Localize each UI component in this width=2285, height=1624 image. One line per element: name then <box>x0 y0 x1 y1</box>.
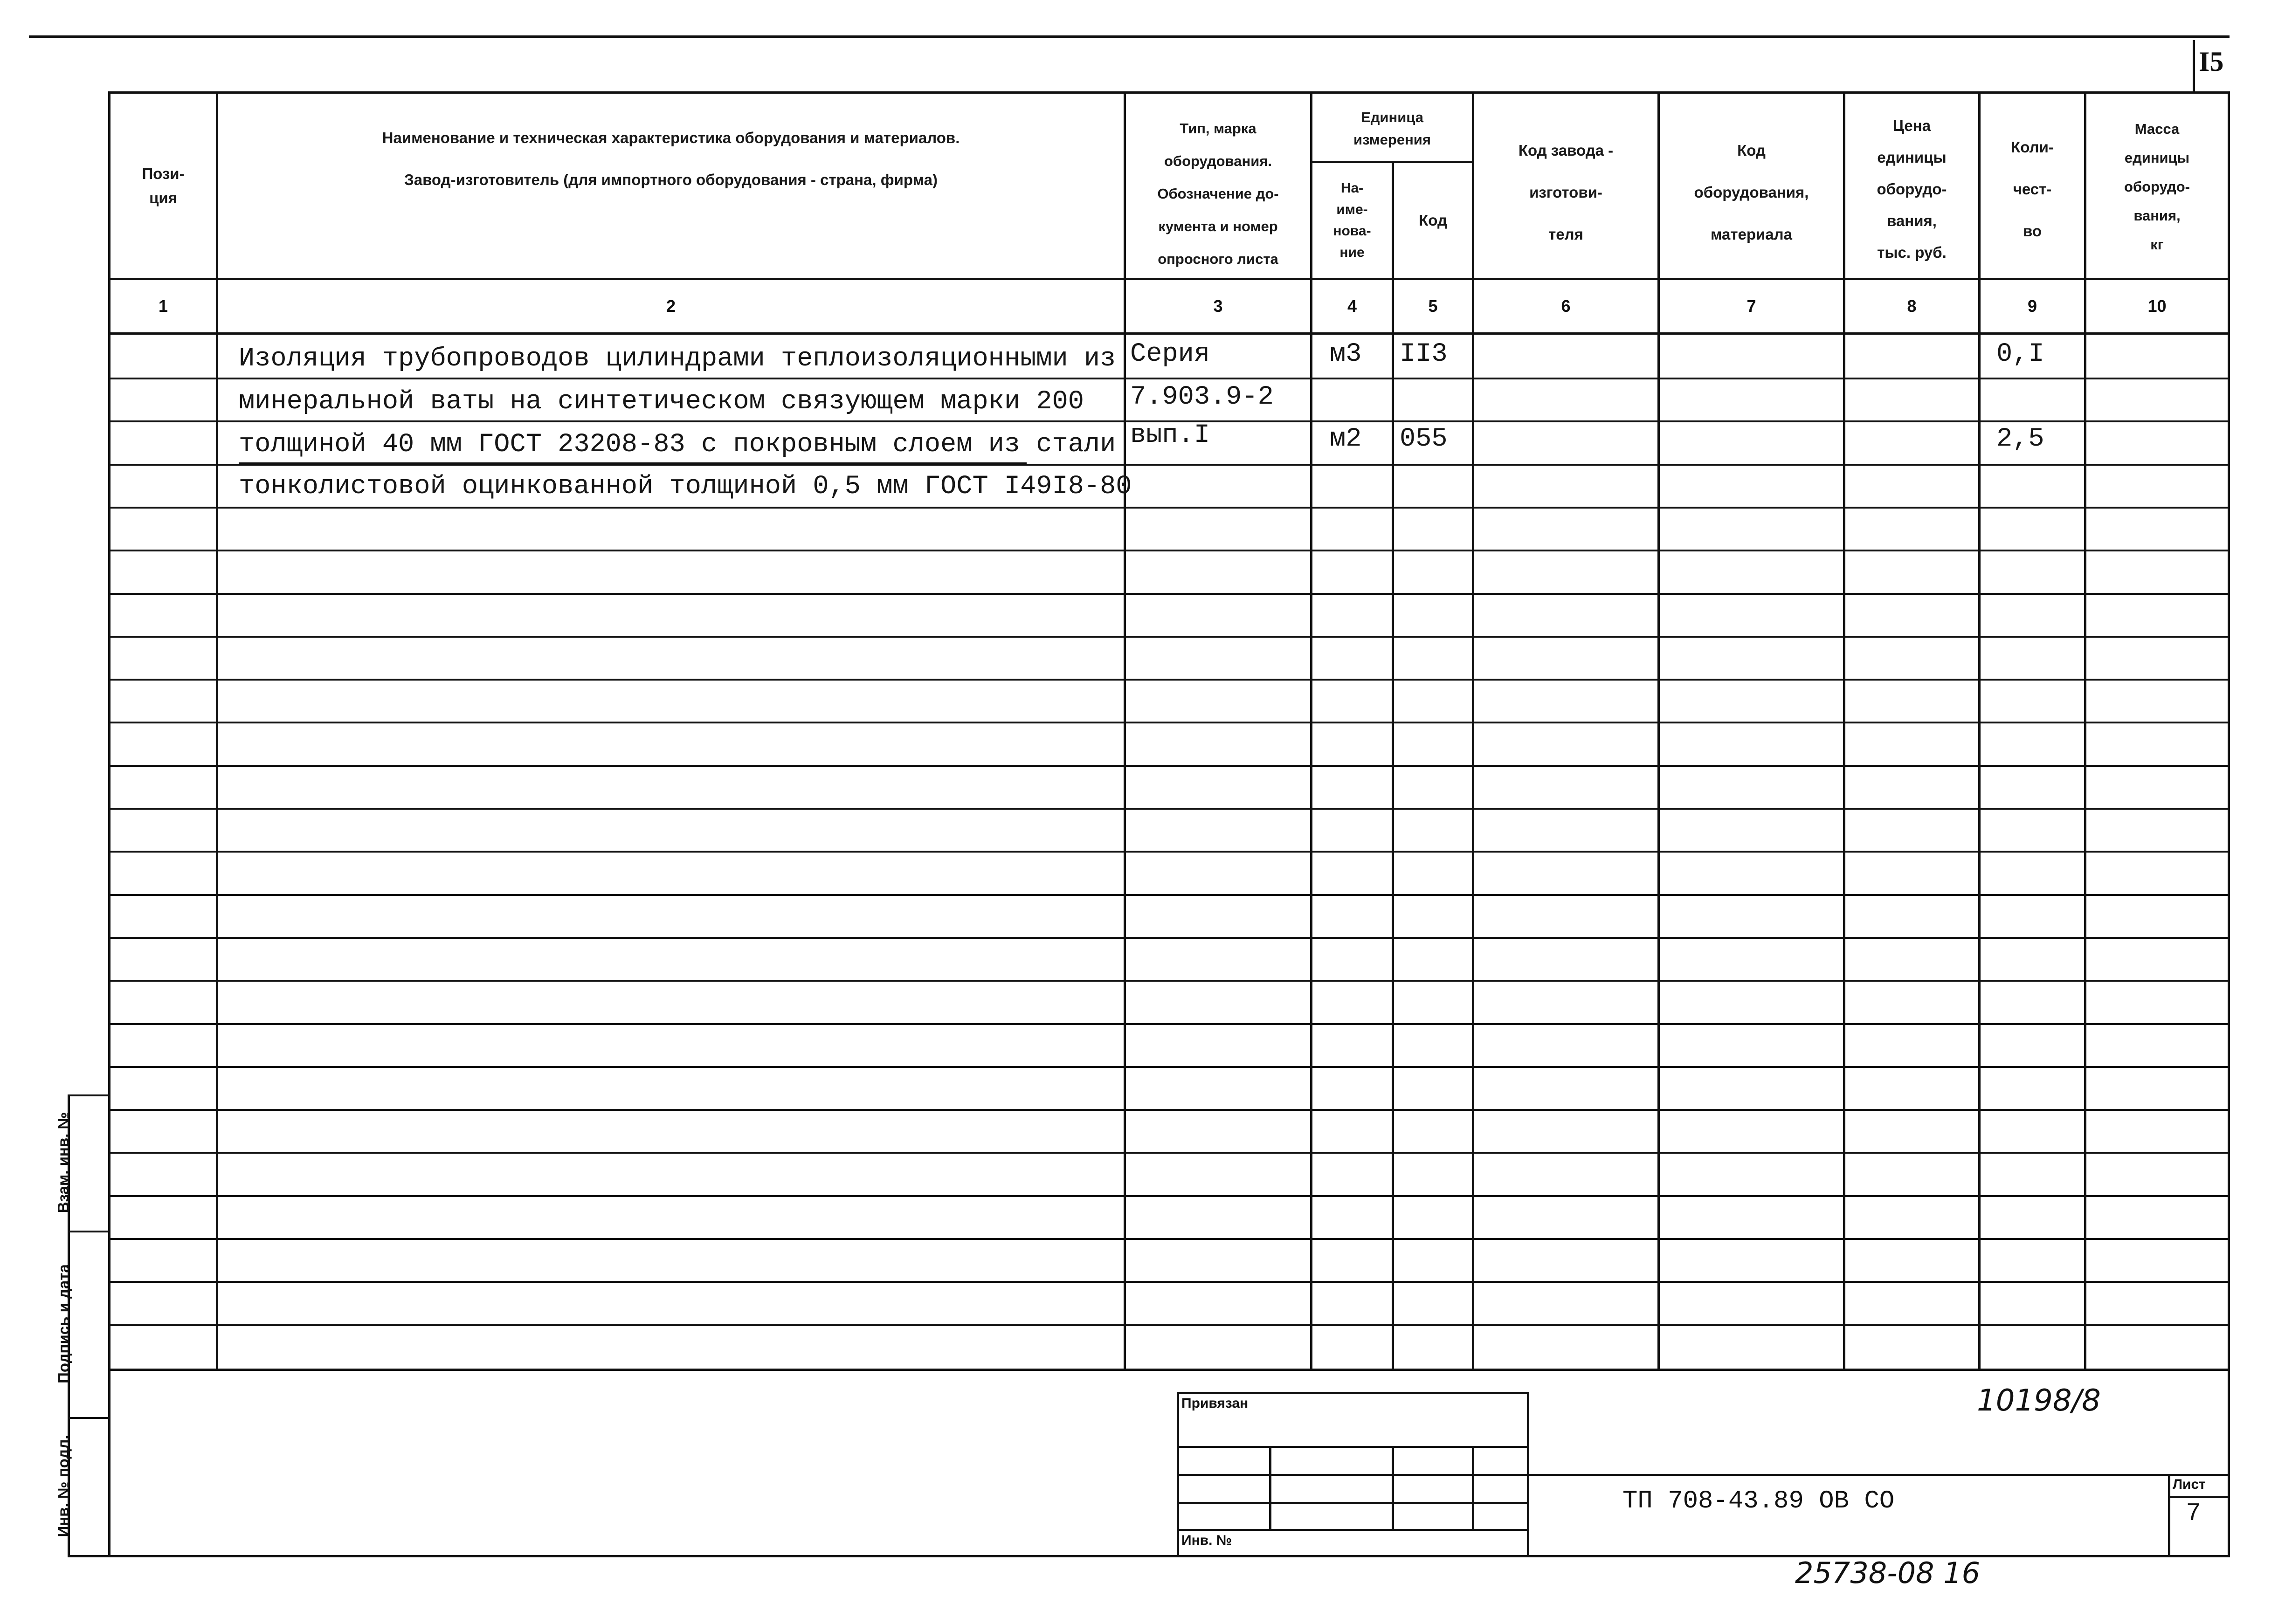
tb-top <box>1177 1392 1529 1394</box>
table-row-rule <box>108 1324 2228 1326</box>
tb-col3 <box>1472 1446 1474 1530</box>
linked-label: Привязан <box>1181 1396 1249 1411</box>
row-1-code: II3 <box>1400 339 1448 369</box>
column-number: 5 <box>1428 296 1438 316</box>
header-name: Наименование и техническая характеристика оборудования и материалов. Завод-изготовитель (для импортного оборудования - страна, фирма) <box>382 129 960 188</box>
table-row-rule <box>108 507 2228 509</box>
row-3-name: толщиной 40 мм ГОСТ 23208-83 с покровным слоем из стали <box>239 430 1116 460</box>
header-unit-code: Код <box>1419 212 1447 229</box>
column-number: 6 <box>1561 296 1571 316</box>
row-1-type: Серия <box>1130 339 1210 369</box>
side-strip-div2 <box>68 1417 110 1419</box>
table-row-rule <box>108 765 2228 767</box>
row-4-name: тонколистовой оцинкованной толщиной 0,5 мм ГОСТ I49I8-80 <box>239 472 1132 502</box>
row-1-name: Изоляция трубопроводов цилиндрами теплоизоляционными из <box>239 344 1116 374</box>
row-1-unit: м3 <box>1330 339 1362 369</box>
side-label-inv-original: Инв. № подл. <box>55 1435 72 1537</box>
tb-row4 <box>1177 1529 1529 1531</box>
row-1-quantity: 0,I <box>1996 339 2044 369</box>
tb-col1 <box>1269 1446 1271 1530</box>
frame-right <box>2228 91 2230 1556</box>
column-number: 1 <box>158 296 168 316</box>
table-row-rule <box>108 1023 2228 1025</box>
column-number: 9 <box>2027 296 2037 316</box>
table-row-rule <box>108 636 2228 638</box>
column-number: 4 <box>1347 296 1357 316</box>
table-row-rule <box>108 851 2228 853</box>
table-row-rule <box>108 808 2228 810</box>
table-row-rule <box>108 593 2228 595</box>
header-position: Пози- ция <box>142 165 185 206</box>
row-3-quantity: 2,5 <box>1996 424 2044 454</box>
table-row-rule <box>108 1066 2228 1068</box>
column-number: 7 <box>1747 296 1756 316</box>
table-row-rule <box>108 722 2228 723</box>
document-code: ТП 708-43.89 ОВ СО <box>1622 1487 1895 1515</box>
handwritten-number: 10198/8 <box>1977 1383 2101 1418</box>
header-mass: Масса единицы оборудо- вания, кг <box>2124 121 2190 253</box>
tb-doc-rule <box>1527 1474 2228 1476</box>
row-2-name: минеральной ваты на синтетическом связующем марки 200 <box>239 387 1084 417</box>
table-row-rule <box>108 378 2228 379</box>
table-row-rule <box>108 679 2228 681</box>
table-row-rule <box>108 1281 2228 1283</box>
colnum-rule <box>108 332 2228 335</box>
page-box-left <box>2193 40 2195 91</box>
table-row-rule <box>108 937 2228 939</box>
side-strip-div1 <box>68 1231 110 1232</box>
table-row-rule <box>108 1238 2228 1240</box>
table-row-rule <box>108 1109 2228 1111</box>
header-unit-group: Единица измерения <box>1353 109 1431 148</box>
row-3-code: 055 <box>1400 424 1448 454</box>
side-strip-top <box>68 1094 110 1096</box>
table-row-rule <box>108 550 2228 551</box>
column-number: 2 <box>666 296 676 316</box>
bottom-stamp: 25738-08 16 <box>1795 1556 1981 1590</box>
table-row-rule <box>108 894 2228 896</box>
header-unit-name: На- име- нова- ние <box>1333 180 1371 260</box>
header-type: Тип, марка оборудования. Обозначение до- кумента и номер опросного листа <box>1157 120 1279 267</box>
header-equipment-code: Код оборудования, материала <box>1694 142 1809 243</box>
header-price: Цена единицы оборудо- вания, тыс. руб. <box>1877 117 1947 261</box>
sheet-label: Лист <box>2173 1477 2206 1492</box>
tb-row3 <box>1177 1502 1529 1504</box>
inv-label: Инв. № <box>1181 1533 1232 1548</box>
row-2-type: 7.903.9-2 <box>1130 382 1274 412</box>
table-row-rule <box>108 1152 2228 1154</box>
row-3-underline <box>239 462 1027 464</box>
tb-row1 <box>1177 1446 1529 1448</box>
page-number: I5 <box>2199 46 2224 77</box>
top-rule <box>29 35 2230 38</box>
column-number: 8 <box>1907 296 1917 316</box>
sheet-number: 7 <box>2187 1499 2200 1526</box>
frame-top <box>108 91 2230 94</box>
tb-col2 <box>1392 1446 1394 1530</box>
header-quantity: Коли- чест- во <box>2011 138 2054 240</box>
side-label-signature-date: Подпись и дата <box>55 1264 72 1383</box>
table-bottom-rule <box>108 1369 2228 1371</box>
tb-sheet-left <box>2168 1474 2170 1555</box>
column-number: 3 <box>1213 296 1223 316</box>
column-number: 10 <box>2147 296 2167 316</box>
row-3-type: вып.I <box>1130 420 1210 450</box>
header-factory-code: Код завода - изготови- теля <box>1518 142 1614 243</box>
side-label-replaced-inv: Взам. инв. № <box>55 1112 72 1213</box>
tb-row2 <box>1177 1474 1529 1476</box>
row-3-unit: м2 <box>1330 424 1362 454</box>
table-row-rule <box>108 1195 2228 1197</box>
table-row-rule <box>108 980 2228 982</box>
